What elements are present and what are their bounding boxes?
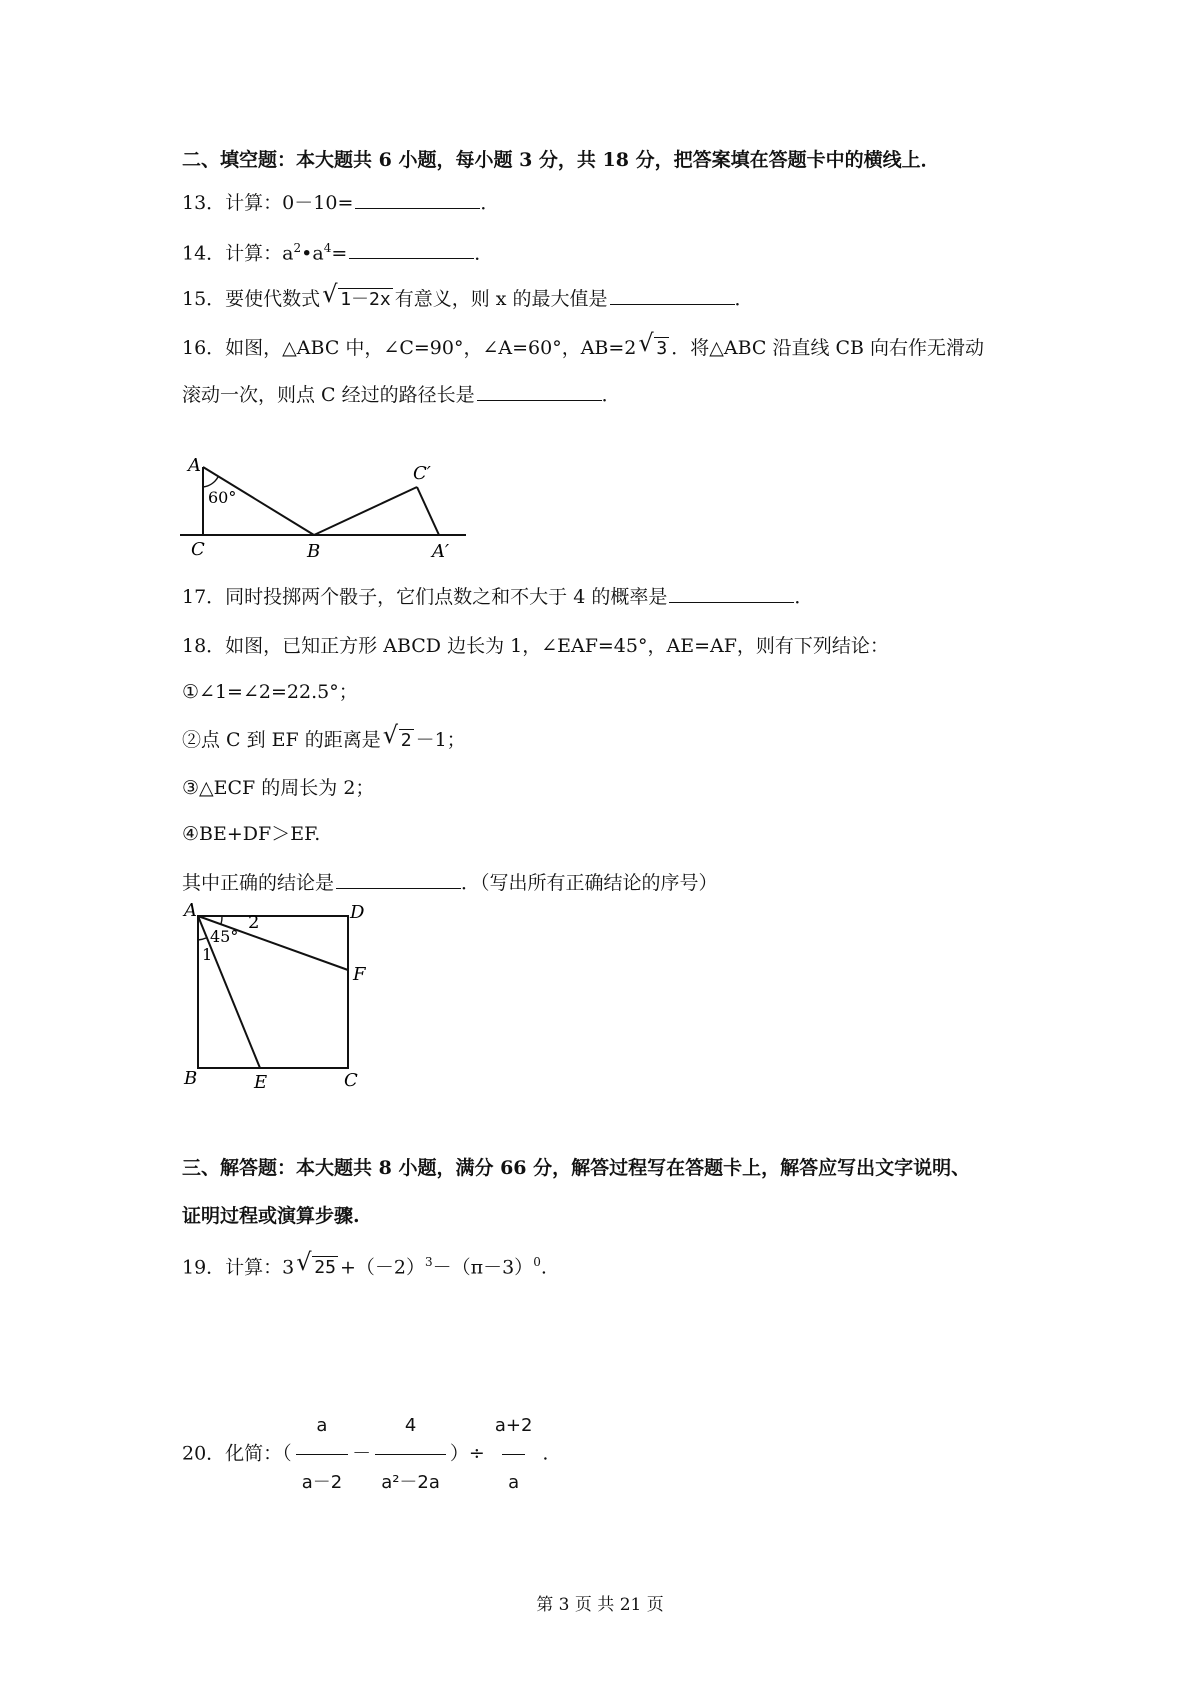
square-root: √ 2 (382, 721, 412, 751)
answer-blank[interactable] (349, 238, 474, 259)
square-root: √ 3 (638, 329, 668, 359)
fraction-2: $\frac{4}{\text{a²－2a}}$ (375, 1398, 446, 1511)
label-angle-45: 45° (210, 927, 239, 946)
side-bc-prime (314, 487, 417, 535)
angle-arc (203, 477, 218, 487)
fraction-1: $\frac{a}{a-2}$ (296, 1398, 348, 1511)
answer-blank[interactable] (477, 380, 602, 401)
section-3-heading-line1: 三、解答题：本大题共 8 小题，满分 66 分，解答过程写在答题卡上，解答应写出文字说明、 (182, 1157, 971, 1179)
angle-1-arc (198, 938, 206, 940)
section-3-heading-line2: 证明过程或演算步骤. (182, 1205, 360, 1227)
question-16-line2: 滚动一次，则点 C 经过的路径长是 ． (182, 380, 621, 409)
section-2-heading: 二、填空题：本大题共 6 小题，每小题 3 分，共 18 分，把答案填在答题卡中的横线上． (182, 149, 940, 171)
question-19: 19．计算：3 √ $25 +(-2)^3-(\pi-3)^0$. (182, 1248, 547, 1282)
question-16-line1: 16．如图，△ABC 中，∠C=90°，∠A=60°，AB=2 √ 3 ．将△ABC 沿直线 CB 向右作无滑动 (182, 334, 984, 363)
label-angle-1: 1 (202, 945, 213, 964)
label-angle-60: 60° (208, 488, 237, 507)
conclusion-1: ①∠1=∠2=22.5°； (182, 681, 358, 703)
conclusion-3: ③△ECF 的周长为 2； (182, 777, 375, 799)
question-18: 18．如图，已知正方形 ABCD 边长为 1，∠EAF=45°，AE=AF，则有下列结论： (182, 635, 889, 657)
label-B: B (307, 541, 321, 560)
side-c-prime-a-prime (417, 487, 439, 535)
question-15: 15．要使代数式 √ 1－2x 有意义，则 x 的最大值是 ． (182, 284, 754, 314)
label-D: D (350, 902, 365, 923)
answer-blank[interactable] (355, 188, 480, 209)
question-20: 20．化简：（ $\frac{a}{a-2}$ － $\frac{4}{\text{a²－2a}}$ ）÷ $\frac{a+2}{a}$ . (182, 1398, 548, 1511)
question-14: 14．计算：$a^2•a^4=$ ． (182, 234, 493, 267)
label-A: A (188, 455, 201, 476)
question-18-ask: 其中正确的结论是 ．（写出所有正确结论的序号） (182, 868, 718, 897)
answer-blank[interactable] (610, 284, 735, 305)
label-C: C (344, 1070, 358, 1090)
label-E: E (254, 1072, 268, 1090)
square-root: √ 1－2x (322, 280, 391, 310)
conclusion-4: ④BE+DF＞EF. (182, 823, 321, 845)
label-C-prime: C′ (413, 463, 431, 484)
label-angle-2: 2 (248, 912, 260, 933)
square-root: √ 25 (296, 1248, 336, 1279)
answer-blank[interactable] (336, 868, 461, 889)
label-A-prime: A′ (432, 541, 450, 560)
square-figure (178, 898, 378, 1090)
fraction-3: $\frac{a+2}{a}$ (489, 1398, 539, 1511)
triangle-rolling-figure (178, 455, 478, 560)
label-C: C (191, 539, 205, 560)
angle-2-arc (221, 916, 222, 924)
label-A: A (184, 900, 197, 921)
conclusion-2: ②点 C 到 EF 的距离是 √ 2 －1； (182, 726, 466, 755)
answer-blank[interactable] (669, 582, 794, 603)
page-footer: 第 3 页 共 21 页 (536, 1595, 664, 1615)
question-17: 17．同时投掷两个骰子，它们点数之和不大于 4 的概率是 ． (182, 582, 813, 611)
question-13: 13．计算：0－10= ． (182, 188, 499, 217)
label-B: B (184, 1068, 198, 1089)
label-F: F (353, 964, 366, 985)
